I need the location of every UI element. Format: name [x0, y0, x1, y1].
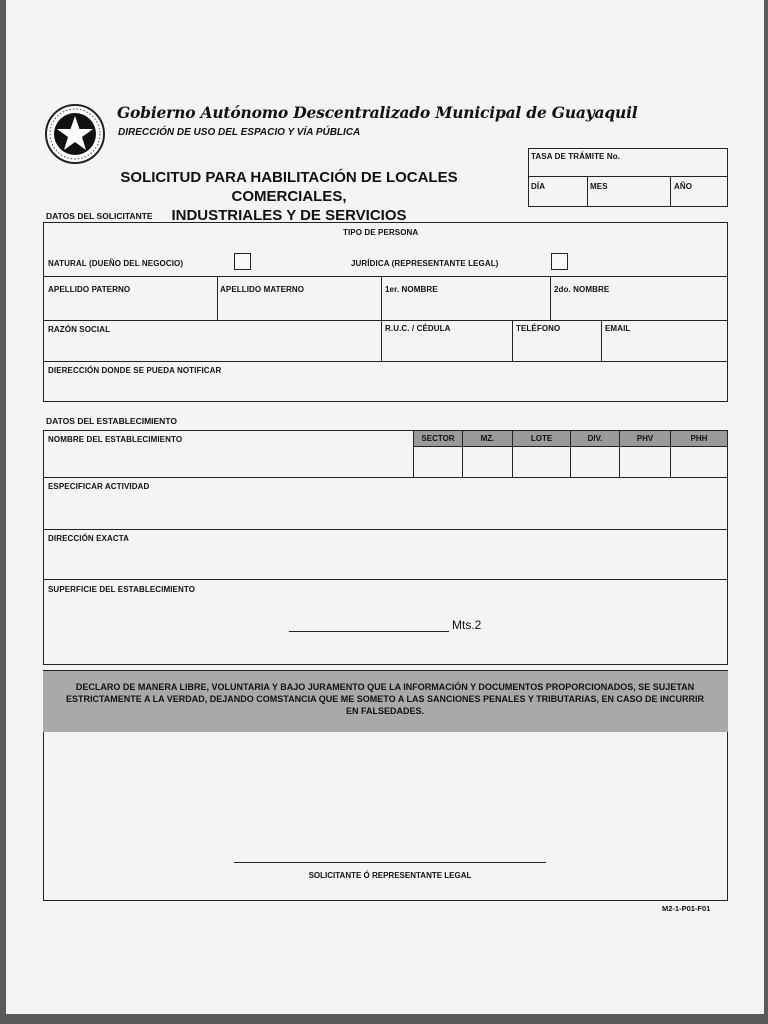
grid-v-6: [670, 430, 671, 477]
grid-v-4: [570, 430, 571, 477]
grid-v-3: [512, 430, 513, 477]
municipal-seal-icon: [44, 103, 106, 165]
col-divider-2: [381, 276, 382, 361]
grid-v-5: [619, 430, 620, 477]
title-line-1: SOLICITUD PARA HABILITACIÓN DE LOCALES COMERCIALES,: [120, 169, 458, 205]
superficie-input-line[interactable]: [289, 631, 449, 632]
juridica-label: JURÍDICA (REPRESENTANTE LEGAL): [351, 259, 499, 268]
government-name: Gobierno Autónomo Descentralizado Municipal de Guayaquil: [117, 103, 638, 122]
row-divider-1: [43, 276, 728, 277]
tipo-persona-label: TIPO DE PERSONA: [343, 228, 419, 237]
mes-field[interactable]: MES: [590, 182, 608, 191]
col-divider-5: [601, 320, 602, 361]
row-divider-5: [43, 529, 728, 530]
solicitante-box: [43, 222, 728, 402]
actividad-field[interactable]: ESPECIFICAR ACTIVIDAD: [48, 482, 150, 491]
col-divider-3: [550, 276, 551, 320]
direccion-notificar-field[interactable]: DIERECCIÓN DONDE SE PUEDA NOTIFICAR: [48, 366, 222, 375]
telefono-field[interactable]: TELÉFONO: [516, 324, 561, 333]
form-code: M2-1-P01-F01: [662, 904, 711, 913]
col-divider-1: [217, 276, 218, 320]
ruc-field[interactable]: R.U.C. / CÉDULA: [385, 324, 451, 333]
apellido-materno-field[interactable]: APELLIDO MATERNO: [220, 285, 305, 294]
apellido-paterno-field[interactable]: APELLIDO PATERNO: [48, 285, 131, 294]
col-div: DIV.: [571, 431, 619, 446]
col-sector: SECTOR: [414, 431, 462, 446]
tasa-divider-dia: [587, 176, 588, 207]
nombre-establecimiento-field[interactable]: NOMBRE DEL ESTABLECIMIENTO: [48, 435, 183, 444]
grid-v-1: [413, 430, 414, 477]
tasa-divider: [528, 176, 728, 177]
declaracion-text: DECLARO DE MANERA LIBRE, VOLUNTARIA Y BAJO JURAMENTO QUE LA INFORMACIÓN Y DOCUMENTOS PROPORCIONADOS, SE SUJETAN ESTRICTAMENTE A LA VERDAD, DEJANDO COMSTANCIA QUE ME SOMETO A LAS SANCIONES PENALES Y TRIBUTARIAS, EN CASO DE INCURRIR EN FALSEDADES.: [65, 682, 705, 716]
grid-v-2: [462, 430, 463, 477]
establecimiento-box: [43, 430, 728, 665]
title-line-2: INDUSTRIALES Y DE SERVICIOS: [171, 207, 407, 224]
segundo-nombre-field[interactable]: 2do. NOMBRE: [554, 285, 610, 294]
row-divider-2: [43, 320, 728, 321]
anio-field[interactable]: AÑO: [674, 182, 693, 191]
tasa-label: TASA DE TRÁMITE No.: [531, 152, 621, 161]
superficie-unit: Mts.2: [452, 618, 482, 632]
col-lote: LOTE: [513, 431, 570, 446]
email-field[interactable]: EMAIL: [605, 324, 631, 333]
row-divider-4: [43, 477, 728, 478]
tasa-divider-mes: [670, 176, 671, 207]
col-phh: PHH: [671, 431, 727, 446]
department-name: DIRECCIÓN DE USO DEL ESPACIO Y VÍA PÚBLICA: [118, 127, 361, 138]
col-divider-4: [512, 320, 513, 361]
col-phv: PHV: [620, 431, 670, 446]
signature-line[interactable]: [234, 862, 546, 863]
razon-social-field[interactable]: RAZÓN SOCIAL: [48, 325, 111, 334]
col-mz: MZ.: [463, 431, 512, 446]
section-solicitante: DATOS DEL SOLICITANTE: [46, 211, 153, 221]
section-establecimiento: DATOS DEL ESTABLECIMIENTO: [46, 416, 177, 426]
row-divider-6: [43, 579, 728, 580]
natural-label: NATURAL (DUEÑO DEL NEGOCIO): [48, 259, 184, 268]
natural-checkbox[interactable]: [234, 253, 251, 270]
direccion-exacta-field[interactable]: DIRECCIÓN EXACTA: [48, 534, 130, 543]
juridica-checkbox[interactable]: [551, 253, 568, 270]
signature-label: SOLICITANTE Ó REPRESENTANTE LEGAL: [308, 871, 472, 880]
dia-field[interactable]: DÍA: [531, 182, 546, 191]
row-divider-3: [43, 361, 728, 362]
superficie-label: SUPERFICIE DEL ESTABLECIMIENTO: [48, 585, 196, 594]
grid-h-header: [413, 446, 728, 447]
primer-nombre-field[interactable]: 1er. NOMBRE: [385, 285, 438, 294]
